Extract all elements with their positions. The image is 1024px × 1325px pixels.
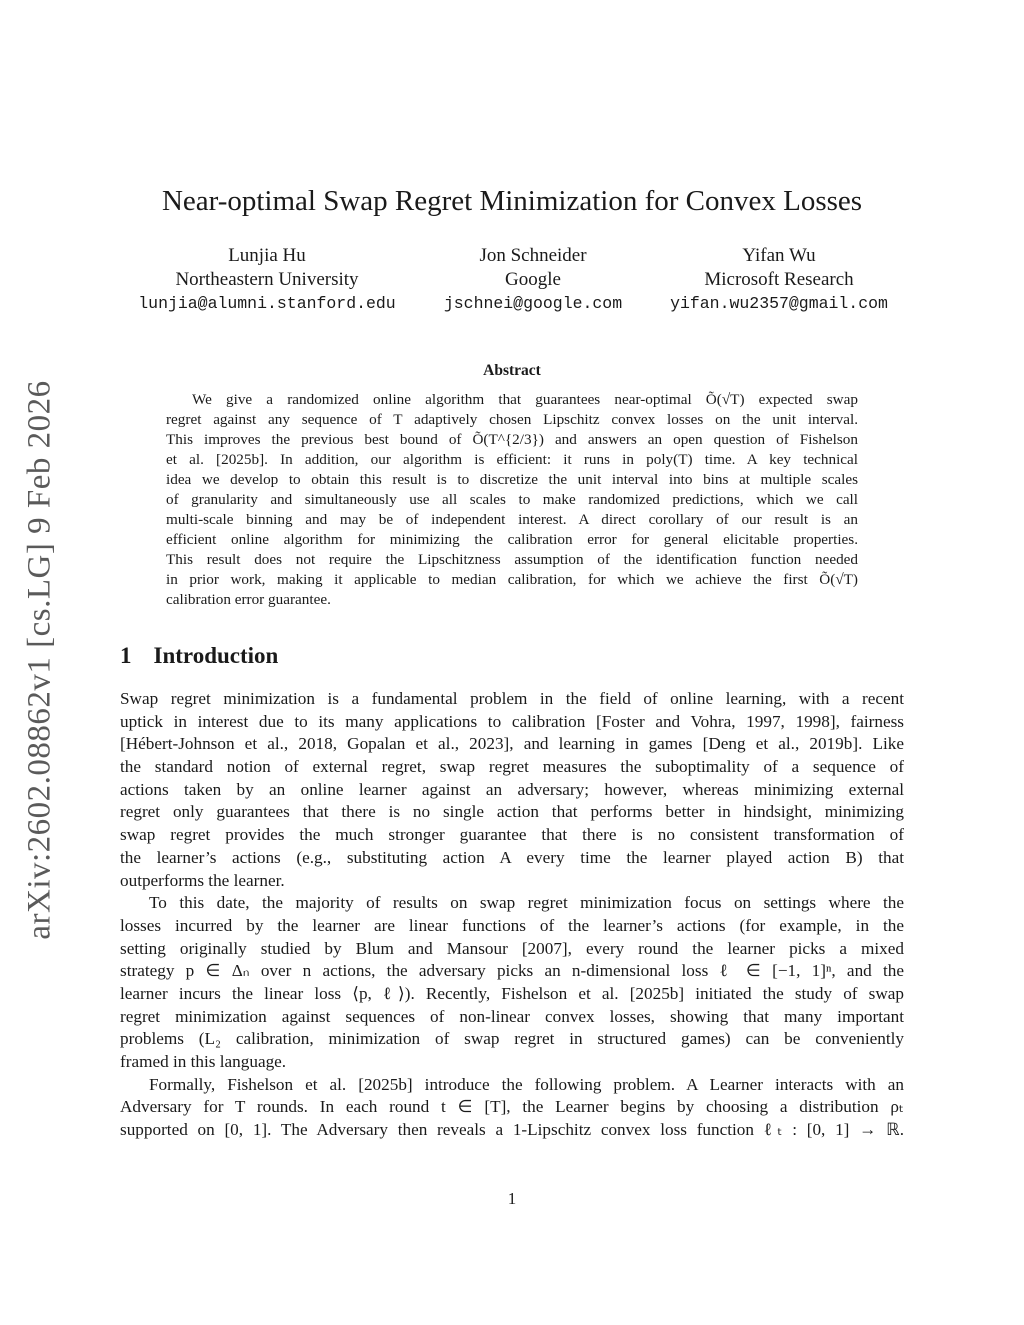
arxiv-identifier-stamp: arXiv:2602.08862v1 [cs.LG] 9 Feb 2026 <box>21 380 58 940</box>
text-line: outperforms the learner. <box>120 870 285 890</box>
text-line: the standard notion of external regret, swap regret measures the suboptimality of a sequence of <box>120 757 904 777</box>
abstract-heading: Abstract <box>483 362 541 379</box>
abstract-line: This improves the previous best bound of Õ(T^{2/3}) and answers an open question of Fishelson <box>166 431 858 448</box>
author-affiliation: Northeastern University <box>175 269 359 290</box>
author-email: lunjia@alumni.stanford.edu <box>138 294 396 313</box>
paragraph <box>120 1074 904 1142</box>
author-affiliation: Microsoft Research <box>704 269 854 290</box>
section-number: 1 <box>120 643 132 668</box>
text-line: regret only guarantees that there is no single action that performs better in hindsight, minimizing <box>120 802 904 822</box>
text-line: supported on [0, 1]. The Adversary then reveals a 1-Lipschitz convex loss function ℓₜ : [0, 1] → ℝ. <box>120 1120 904 1140</box>
text-line: Formally, Fishelson et al. [2025b] introduce the following problem. A Learner interacts with an <box>149 1074 904 1094</box>
text-line: swap regret provides the much stronger guarantee that there is no consistent transformation of <box>120 825 904 845</box>
section-title: Introduction <box>153 643 279 668</box>
text-line: Adversary for T rounds. In each round t ∈ [T], the Learner begins by choosing a distribution ρₜ <box>120 1097 904 1117</box>
text-line: the learner’s actions (e.g., substituting action A every time the learner played action B) that <box>120 847 904 867</box>
abstract-line: in prior work, making it applicable to median calibration, for which we achieve the first Õ(√T) <box>166 571 858 588</box>
abstract-line: We give a randomized online algorithm that guarantees near-optimal Õ(√T) expected swap <box>192 391 858 408</box>
paper-title: Near-optimal Swap Regret Minimization for Convex Losses <box>161 185 863 217</box>
abstract-line: regret against any sequence of T adaptively chosen Lipschitz convex losses on the unit interval. <box>166 411 858 428</box>
text-line: strategy p ∈ Δₙ over n actions, the adversary picks an n-dimensional loss ℓ ∈ [−1, 1]ⁿ, and the <box>120 961 904 981</box>
abstract-line: calibration error guarantee. <box>166 591 331 608</box>
abstract-line: of granularity and simultaneously use all scales to make randomized predictions, which we call <box>166 491 858 508</box>
section-heading <box>120 643 278 669</box>
abstract-line: multi-scale binning and may be of independent interest. A direct corollary of our result is an <box>166 511 858 528</box>
text-line: learner incurs the linear loss ⟨p, ℓ⟩). Recently, Fishelson et al. [2025b] initiated the study of swap <box>120 983 904 1003</box>
text-line: Swap regret minimization is a fundamental problem in the field of online learning, with a recent <box>120 689 904 708</box>
text-line: To this date, the majority of results on swap regret minimization focus on settings where the <box>149 893 904 913</box>
text-line: setting originally studied by Blum and Mansour [2007], every round the learner picks a mixed <box>120 938 904 958</box>
body-text <box>120 688 904 1142</box>
author-email: yifan.wu2357@gmail.com <box>670 294 888 313</box>
paragraph <box>120 688 904 892</box>
abstract-line: et al. [2025b]. In addition, our algorithm is efficient: it runs in poly(T) time. A key technical <box>166 451 858 468</box>
author-block <box>629 244 929 316</box>
text-line: regret minimization against sequences of non-linear convex losses, showing that many important <box>120 1006 904 1026</box>
author-name: Yifan Wu <box>742 245 816 266</box>
author-name: Jon Schneider <box>479 245 587 266</box>
author-name: Lunjia Hu <box>228 245 306 266</box>
author-email: jschnei@google.com <box>443 294 623 313</box>
paragraph <box>120 892 904 1074</box>
abstract-line: efficient online algorithm for minimizing the calibration error for general elicitable properties. <box>166 531 858 548</box>
text-line: losses incurred by the learner are linear functions of the learner’s actions (for example, in the <box>120 915 904 935</box>
abstract-line: idea we develop to obtain this result is to discretize the unit interval into bins at multiple scales <box>166 471 858 488</box>
text-line: uptick in interest due to its many applications to calibration [Foster and Vohra, 1997, 1998], fairness <box>120 711 904 731</box>
author-affiliation: Google <box>505 269 561 290</box>
text-line: [Hébert-Johnson et al., 2018, Gopalan et al., 2023], and learning in games [Deng et al., 2019b]. Like <box>120 734 904 754</box>
page-number: 1 <box>507 1189 517 1208</box>
text-line: actions taken by an online learner against an adversary; however, whereas minimizing external <box>120 779 904 799</box>
text-line: problems (L₂ calibration, minimization of swap regret in structured games) can be conveniently <box>120 1029 904 1049</box>
abstract-text <box>166 390 858 610</box>
text-line: framed in this language. <box>120 1052 287 1071</box>
author-block <box>117 244 417 316</box>
abstract-line: This result does not require the Lipschitzness assumption of the identification function needed <box>166 551 858 568</box>
